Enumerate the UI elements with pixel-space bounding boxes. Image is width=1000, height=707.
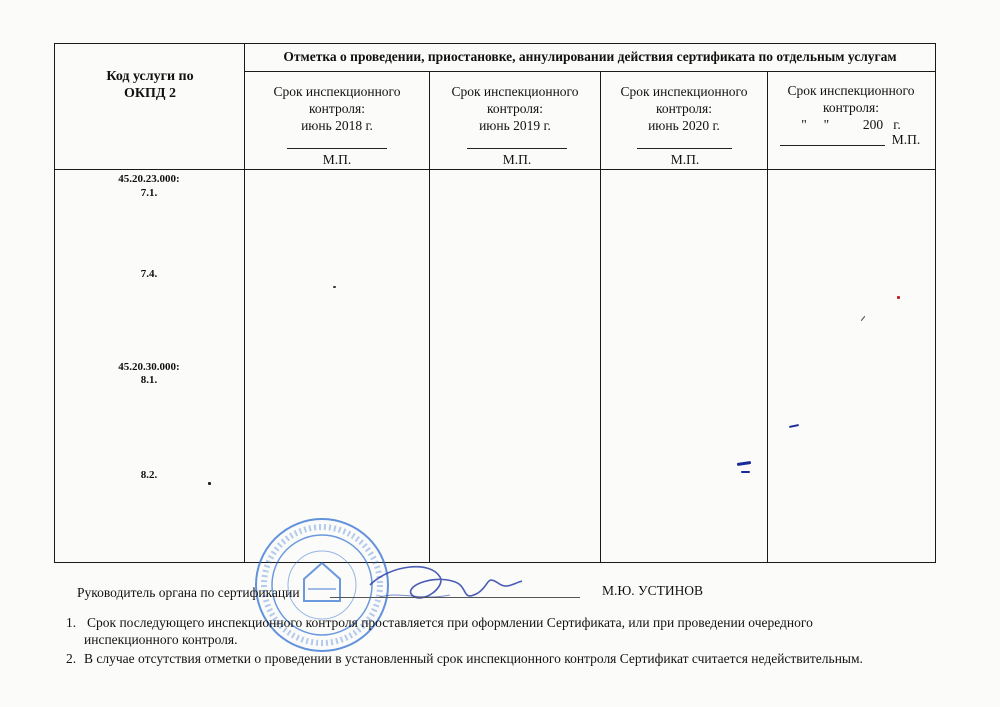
- ink-speck: [741, 471, 750, 473]
- period-label: контроля:: [823, 100, 879, 115]
- table-divider-col4: [767, 71, 768, 563]
- service-code: 8.2.: [140, 469, 158, 481]
- signature-line: [287, 148, 387, 149]
- period-label: Срок инспекционного: [451, 84, 579, 99]
- ink-speck: [897, 296, 900, 299]
- table-border-top: [54, 43, 936, 44]
- service-code: 7.4.: [140, 268, 158, 280]
- signature-line: [467, 148, 567, 149]
- head-of-body-label: Руководитель органа по сертификации: [77, 585, 300, 600]
- ink-speck: [861, 316, 866, 321]
- period-label: Срок инспекционного: [273, 84, 401, 99]
- ink-speck: [333, 286, 336, 288]
- ink-speck: [208, 482, 211, 485]
- service-code: 7.1.: [140, 187, 158, 199]
- marks-header: Отметка о проведении, приостановке, аннулировании действия сертификата по отдельным услугам: [283, 49, 897, 64]
- head-name: М.Ю. УСТИНОВ: [602, 583, 704, 598]
- ink-speck: [789, 424, 799, 428]
- note-2-number: 2.: [66, 651, 77, 666]
- stamp-mark-label: М.П.: [322, 152, 352, 167]
- period-label: контроля:: [487, 101, 543, 116]
- service-code: 8.1.: [140, 374, 158, 386]
- period-date: июнь 2019 г.: [479, 118, 551, 133]
- table-divider-col3: [600, 71, 601, 563]
- stamp-mark-label: М.П.: [891, 132, 921, 147]
- table-border-right: [935, 43, 936, 563]
- table-divider-col2: [429, 71, 430, 563]
- signature-line: [637, 148, 732, 149]
- stamp-mark-label: М.П.: [502, 152, 532, 167]
- stamp-mark-label: М.П.: [670, 152, 700, 167]
- period-label: Срок инспекционного: [787, 83, 915, 98]
- period-date: июнь 2020 г.: [648, 118, 720, 133]
- signature-line: [780, 145, 885, 146]
- period-cell-2019: [440, 83, 590, 134]
- table-border-left: [54, 43, 55, 563]
- period-cell-2020: [608, 83, 760, 134]
- table-divider-header: [244, 71, 936, 72]
- period-date: июнь 2018 г.: [301, 118, 373, 133]
- period-date: " " 200 г.: [801, 117, 901, 132]
- note-2-text: В случае отсутствия отметки о проведении в установленный срок инспекционного контроля Сертификат считается недействительным.: [84, 651, 863, 666]
- note-1-number: 1.: [66, 615, 77, 630]
- period-cell-blank: [775, 82, 927, 133]
- period-cell-2018: [262, 83, 412, 134]
- note-1-text-cont: инспекционного контроля.: [84, 632, 238, 647]
- period-label: контроля:: [309, 101, 365, 116]
- service-code: 45.20.23.000:: [118, 173, 180, 185]
- code-column-header: Код услуги по ОКПД 2: [106, 69, 194, 101]
- ink-speck: [737, 461, 751, 466]
- period-label: Срок инспекционного: [620, 84, 748, 99]
- service-code: 45.20.30.000:: [118, 361, 180, 373]
- table-divider-body: [54, 169, 936, 170]
- period-label: контроля:: [656, 101, 712, 116]
- note-1-text: Срок последующего инспекционного контроля проставляется при оформлении Сертификата, или при проведении очередного: [87, 615, 813, 630]
- table-divider-code: [244, 43, 245, 563]
- signature-baseline: [330, 597, 580, 598]
